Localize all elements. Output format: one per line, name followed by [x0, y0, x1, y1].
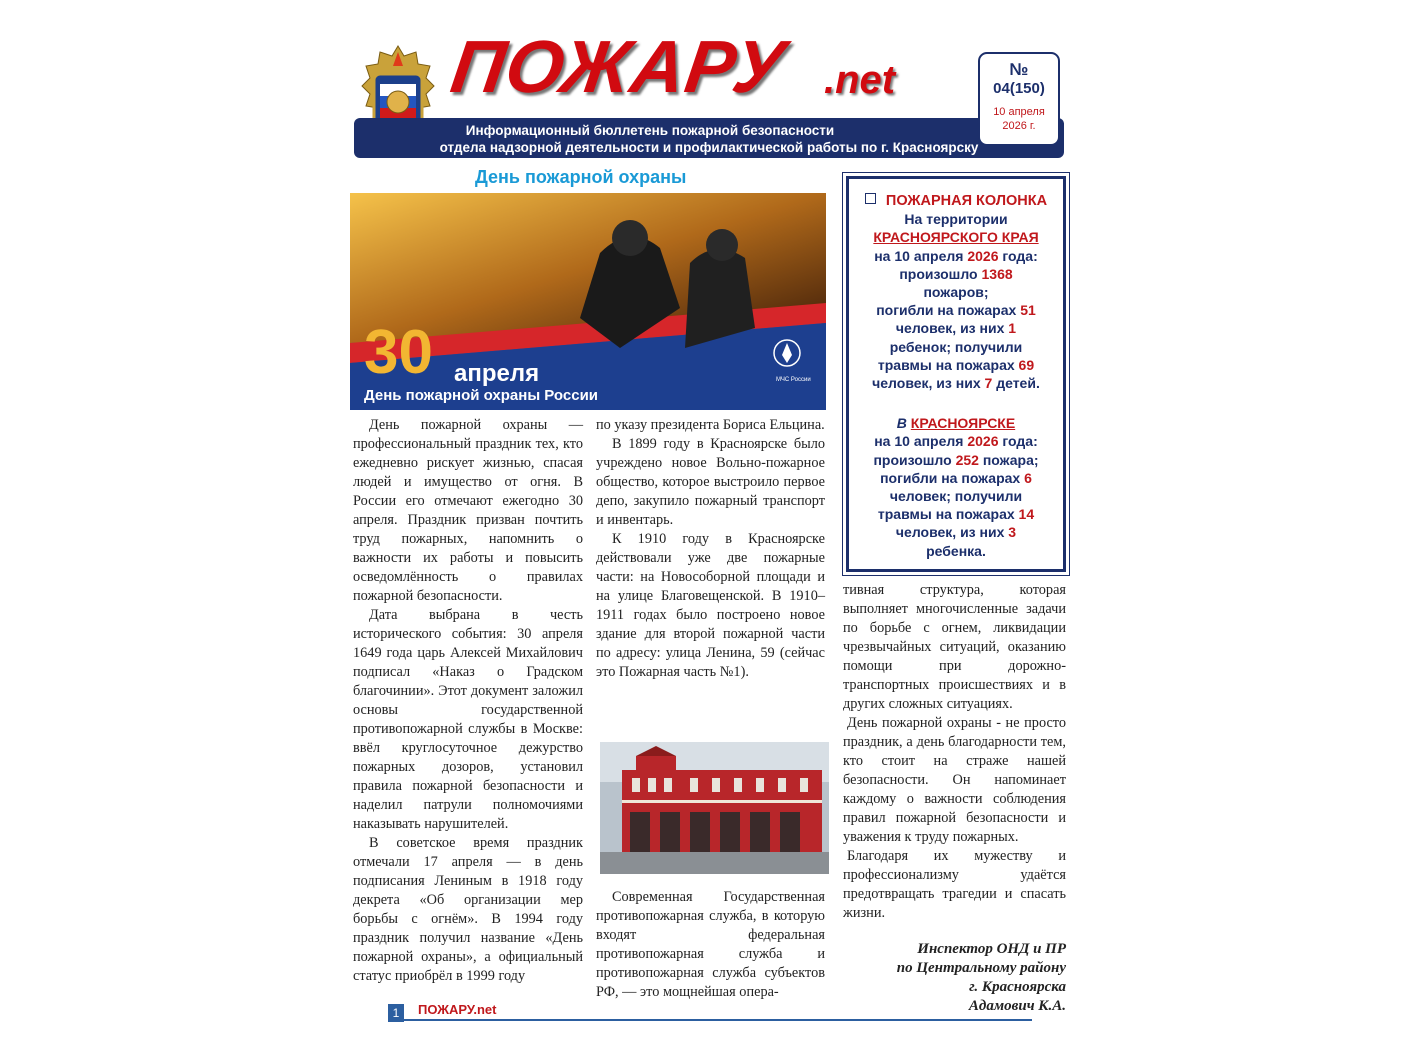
region-date-suffix: года:: [998, 247, 1038, 264]
banner-line-1: Информационный бюллетень пожарной безопасности: [465, 123, 835, 138]
masthead-suffix: .net: [824, 58, 896, 102]
region-fires-label: произошло: [899, 265, 982, 282]
region-injured-count: 69: [1018, 356, 1035, 373]
city-fires-label: произошло: [873, 451, 956, 468]
paragraph: тивная структура, которая выполняет многочисленные задачи по борьбе с огнем, ликвидации чрезвычайных ситуаций, оказанию помощи при дорожно-транспортных происшествиях и в других сложных ситуациях.: [843, 582, 1066, 712]
city-children-injured-unit: ребенка.: [926, 542, 986, 559]
city-date-suffix: года:: [998, 433, 1038, 450]
banner-line-2: отдела надзорной деятельности и профилактической работы по г. Красноярску: [439, 140, 979, 155]
region-injured-intro: ребенок; получили: [889, 338, 1023, 355]
region-children-dead-count: 1: [1008, 320, 1017, 337]
newspaper-masthead: [446, 25, 922, 116]
city-injured-count: 14: [1018, 506, 1035, 523]
issue-number: 04(150): [993, 80, 1045, 97]
city-intro: В: [896, 415, 911, 432]
article-column-3: [843, 581, 1066, 923]
article-column-2-bottom: [596, 888, 825, 1002]
region-children-injured-label: человек, из них: [872, 375, 985, 392]
hero-caption: День пожарной охраны России: [364, 387, 599, 404]
paragraph: В советское время праздник отмечали 17 апреля — в день подписания Лениным в 1918 году декрета «Об организации мер борьбы с огнём». В 1994 году праздник получил название «День пожарной охраны», а официальный статус приобрёл в 1999 году: [353, 835, 583, 984]
paragraph: Дата выбрана в честь исторического события: 30 апреля 1649 года царь Алексей Михайлович подписал «Наказ о Градском благочинии». Этот документ заложил основы государственной противопожарной службы в Москве: ввёл круглосуточное дежурство пожарных дозоров, установил правила пожарной безопасности и наделил патрули полномочиями наказывать нарушителей.: [353, 607, 583, 832]
region-statistics: [849, 210, 1063, 392]
paragraph: День пожарной охраны - не просто праздник, а день благодарности тем, кто стоит на страже нашей безопасности. Он напоминает каждому о важности соблюдения правил пожарной безопасности и уважения к труду пожарных.: [843, 715, 1066, 845]
fire-statistics-box: [846, 176, 1066, 572]
region-year: 2026: [967, 247, 999, 264]
subtitle-banner: [354, 118, 1064, 158]
city-dead-label: погибли на пожарах: [880, 469, 1025, 486]
paragraph: В 1899 году в Красноярске было учреждено новое Вольно-пожарное общество, которое выстроило первое депо, закупило пожарный транспорт и инвентарь.: [596, 436, 825, 528]
masthead-title: ПОЖАРУ: [446, 25, 791, 108]
page-number: 1: [388, 1004, 404, 1022]
issue-date-line-1: 10 апреля: [993, 106, 1045, 118]
footer-brand: ПОЖАРУ.net: [418, 1002, 497, 1017]
city-injured-intro: человек; получили: [889, 488, 1023, 505]
region-dead-count: 51: [1020, 302, 1036, 319]
city-children-injured-label: человек, из них: [895, 524, 1009, 541]
region-fires-count: 1368: [981, 265, 1013, 282]
issue-badge: [978, 52, 1060, 146]
paragraph: Благодаря их мужеству и профессионализму удаётся предотвращать трагедии и спасать жизни.: [843, 848, 1066, 921]
mchs-logo-text: МЧС России: [776, 377, 811, 383]
city-fires-count: 252: [955, 451, 979, 468]
city-children-injured-count: 3: [1008, 524, 1017, 541]
article-column-2: [596, 416, 825, 682]
hero-big-number: 30: [364, 318, 433, 387]
hero-month: апреля: [454, 360, 540, 387]
hero-image: [350, 193, 826, 410]
issue-date: [980, 105, 1058, 133]
issue-date-line-2: 2026 г.: [1002, 120, 1036, 132]
paragraph: К 1910 году в Красноярске действовали уже две пожарные части: на Новособорной площади и на улице Благовещенской. В 1910–1911 годах было построено новое здание для второй пожарной части по адресу: улица Ленина, 59 (сейчас это Пожарная часть №1).: [596, 531, 825, 680]
statistics-heading: [849, 192, 1063, 210]
article-column-1: [353, 416, 583, 986]
issue-number-symbol: №: [1009, 60, 1029, 79]
footer-divider: [404, 1019, 1032, 1021]
region-date-label: на 10 апреля: [874, 247, 968, 264]
author-signature: [870, 940, 1066, 1016]
city-date-label: на 10 апреля: [874, 433, 968, 450]
signature-line: Инспектор ОНД и ПР: [917, 941, 1066, 957]
fire-station-photo: [600, 742, 829, 874]
region-name: КРАСНОЯРСКОГО КРАЯ: [873, 229, 1039, 246]
article-title: День пожарной охраны: [475, 167, 687, 187]
city-year: 2026: [967, 433, 999, 450]
region-injured-label: травмы на пожарах: [877, 356, 1019, 373]
region-children-injured-count: 7: [984, 375, 993, 392]
paragraph: по указу президента Бориса Ельцина.: [596, 417, 825, 433]
paragraph: День пожарной охраны —профессиональный праздник тех, кто ежедневно рискует жизнью, спасая людей и имущество от огня. В России его отмечают ежегодно 30 апреля. Праздник призван почтить труд пожарных, напомнить о важности их работы и повысить осведомлённость о правилах пожарной безопасности.: [353, 417, 583, 604]
region-intro: На территории: [904, 211, 1008, 228]
city-injured-label: травмы на пожарах: [877, 506, 1019, 523]
region-dead-label: погибли на пожарах: [876, 302, 1021, 319]
region-children-dead-label: человек, из них: [895, 320, 1009, 337]
signature-line: г. Красноярска: [969, 979, 1066, 995]
city-fires-unit: пожара;: [978, 451, 1039, 468]
signature-line: по Центральному району: [896, 960, 1066, 976]
city-statistics: [849, 414, 1063, 560]
paragraph: Современная Государственная противопожарная служба, в которую входят федеральная противопожарная служба и противопожарная служба субъектов РФ, — это мощнейшая опера-: [596, 889, 825, 1000]
region-children-injured-unit: детей.: [992, 375, 1040, 392]
checkbox-icon: [865, 193, 876, 204]
signature-line: Адамович К.А.: [968, 998, 1066, 1014]
city-name: КРАСНОЯРСКЕ: [910, 415, 1016, 432]
city-dead-count: 6: [1024, 469, 1032, 486]
statistics-heading-text: ПОЖАРНАЯ КОЛОНКА: [885, 193, 1048, 209]
region-fires-unit: пожаров;: [923, 284, 989, 301]
